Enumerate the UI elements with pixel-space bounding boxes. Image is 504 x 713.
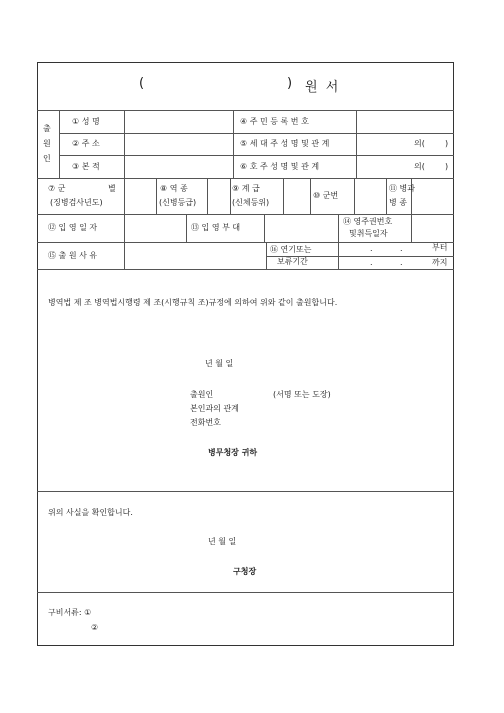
- rule: [186, 214, 187, 242]
- rank-sub: (신체등위): [232, 198, 270, 207]
- district-head: 구청장: [233, 567, 257, 576]
- rule: [59, 133, 454, 134]
- rule: [338, 214, 339, 242]
- form-frame: [37, 62, 454, 646]
- rule: [411, 214, 412, 242]
- rule: [59, 110, 60, 178]
- residence-permit-label-1: ⑭ 영주권번호: [343, 217, 393, 226]
- rule: [37, 214, 454, 215]
- domicile-label: ③ 본 적: [72, 162, 100, 171]
- residence-permit-label-2: 및취득일자: [349, 229, 388, 238]
- rule: [124, 178, 125, 214]
- enlist-date-label: ⑫ 입 영 일 자: [48, 223, 98, 232]
- branch-label-2: 병 종: [389, 198, 407, 207]
- addressee: 병무청장 귀하: [208, 448, 258, 457]
- military-type-label-1: ⑦ 군: [48, 184, 66, 193]
- rule: [310, 178, 311, 214]
- phone-label: 전화번호: [190, 418, 221, 427]
- applicant-label: 출원인: [190, 390, 214, 399]
- rule: [37, 269, 454, 270]
- form-title: 원 서: [305, 80, 341, 95]
- title-open-paren: (: [139, 76, 147, 91]
- rank-label: ⑨ 계 급: [232, 184, 260, 193]
- rule: [37, 110, 454, 111]
- rule: [156, 178, 157, 214]
- rule: [59, 155, 454, 156]
- title-close-paren: ): [287, 76, 295, 91]
- rule: [37, 178, 454, 179]
- branch-label-1: ⑪ 병과: [389, 184, 415, 193]
- period-dot: .: [400, 244, 403, 253]
- rule: [124, 214, 125, 242]
- confirm-text: 위의 사실을 확인합니다.: [48, 508, 133, 517]
- rule: [37, 592, 454, 593]
- address-label: ② 주 소: [72, 139, 100, 148]
- relation-close-2: ): [445, 162, 449, 171]
- applicant-side-3: 인: [43, 154, 51, 163]
- relation-mark-1: 의(: [414, 139, 425, 148]
- rule: [354, 178, 355, 214]
- statement-text: 병역법 제 조 병역법시행령 제 조(시행규칙 조)규정에 의하여 위와 같이 출원합니다.: [48, 298, 338, 307]
- period-dot: .: [370, 244, 373, 253]
- service-type-label: ⑧ 역 종: [160, 184, 188, 193]
- rule: [230, 178, 231, 214]
- period-until: 까지: [432, 258, 448, 267]
- military-type-sub: (징병검사년도): [50, 198, 103, 207]
- householder-label: ⑤ 세 대 주 성 명 및 관 계: [240, 139, 330, 148]
- applicant-side-1: 출: [43, 124, 51, 133]
- rule: [283, 178, 284, 214]
- postpone-label-1: ⑯ 연기또는: [270, 245, 312, 254]
- rule: [264, 214, 265, 242]
- rule: [338, 242, 339, 269]
- confirm-date: 년 월 일: [208, 537, 237, 546]
- signature-label: (서명 또는 도장): [273, 390, 331, 399]
- applicant-side-2: 원: [43, 139, 51, 148]
- family-head-label: ⑥ 호 주 성 명 및 관 계: [240, 162, 320, 171]
- rule: [124, 242, 125, 269]
- attachments-label: 구비서류: ①: [48, 608, 92, 617]
- rule: [233, 110, 234, 178]
- rule: [37, 491, 454, 492]
- name-label: ① 성 명: [72, 117, 100, 126]
- rule: [356, 110, 357, 178]
- rule: [386, 178, 387, 214]
- relation-close-1: ): [445, 139, 449, 148]
- period-dot: .: [400, 258, 403, 267]
- rule: [124, 110, 125, 178]
- resident-no-label: ④ 주 민 등 록 번 호: [240, 117, 309, 126]
- rule: [37, 242, 454, 243]
- rule: [207, 178, 208, 214]
- reason-label: ⑮ 출 원 사 유: [48, 251, 98, 260]
- period-from: 부터: [432, 243, 448, 252]
- serial-no-label: ⑩ 군번: [313, 191, 339, 200]
- relation-mark-2: 의(: [414, 162, 425, 171]
- service-type-sub: (신병등급): [159, 198, 197, 207]
- period-dot: .: [370, 258, 373, 267]
- attachment-2: ②: [91, 623, 99, 632]
- military-type-label-2: 별: [108, 184, 116, 193]
- postpone-label-2: 보류기간: [277, 257, 308, 266]
- enlist-unit-label: ⑬ 입 영 부 대: [191, 223, 241, 232]
- rule: [266, 242, 267, 269]
- application-date: 년 월 일: [205, 359, 234, 368]
- relation-label: 본인과의 관계: [190, 404, 239, 413]
